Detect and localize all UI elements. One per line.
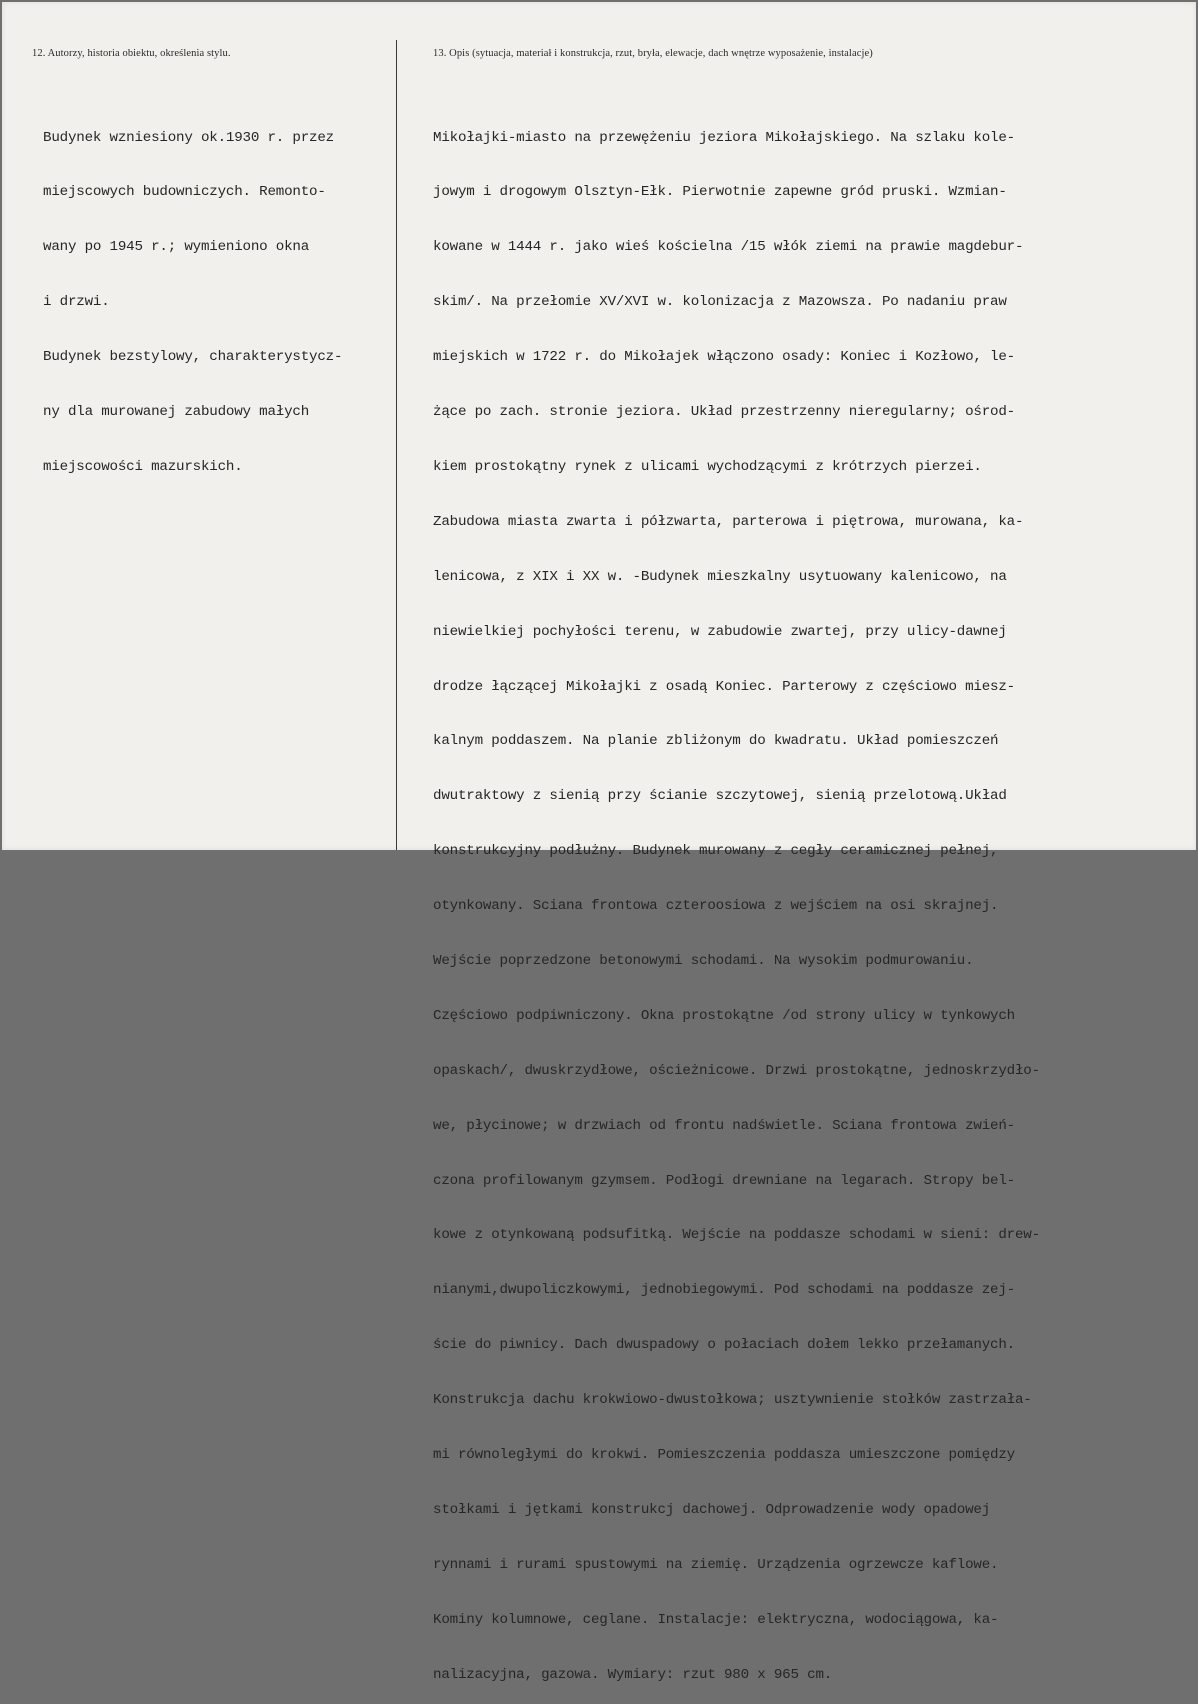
text-line: Mikołajki-miasto na przewężeniu jeziora Mikołajskiego. Na szlaku kole- bbox=[433, 129, 1015, 146]
text-line: we, płycinowe; w drzwiach od frontu nadświetle. Sciana frontowa zwień- bbox=[433, 1117, 1015, 1134]
text-line: Częściowo podpiwniczony. Okna prostokątne /od strony ulicy w tynkowych bbox=[433, 1007, 1015, 1024]
text-line: wany po 1945 r.; wymieniono okna bbox=[43, 239, 310, 256]
text-line: ście do piwnicy. Dach dwuspadowy o połaciach dołem lekko przełamanych. bbox=[433, 1337, 1015, 1354]
text-line: Budynek wzniesiony ok.1930 r. przez bbox=[43, 129, 334, 146]
authors-history-text bbox=[43, 92, 342, 513]
text-line: ny dla murowanej zabudowy małych bbox=[43, 404, 310, 421]
text-line: dwutraktowy z sienią przy ścianie szczytowej, sienią przelotową.Układ bbox=[433, 788, 1007, 805]
text-line: lenicowa, z XIX i XX w. -Budynek mieszkalny usytuowany kalenicowo, na bbox=[433, 568, 1007, 585]
text-line: miejskich w 1722 r. do Mikołajek włączono osady: Koniec i Kozłowo, le- bbox=[433, 349, 1015, 366]
description-header: 13. Opis (sytuacja, materiał i konstrukcja, rzut, bryła, elewacje, dach wnętrze wyposażenie, instalacje) bbox=[433, 48, 873, 59]
text-line: drodze łączącej Mikołajki z osadą Koniec. Parterowy z częściowo miesz- bbox=[433, 678, 1015, 695]
text-line: Budynek bezstylowy, charakterystycz- bbox=[43, 349, 343, 366]
text-line: otynkowany. Sciana frontowa czteroosiowa z wejściem na osi skrajnej. bbox=[433, 898, 999, 915]
text-line: Wejście poprzedzone betonowymi schodami. Na wysokim podmurowaniu. bbox=[433, 952, 974, 969]
text-line: Zabudowa miasta zwarta i półzwarta, parterowa i piętrowa, murowana, ka- bbox=[433, 513, 1024, 530]
text-line: nalizacyjna, gazowa. Wymiary: rzut 980 x 965 cm. bbox=[433, 1666, 833, 1683]
text-line: miejscowych budowniczych. Remonto- bbox=[43, 184, 326, 201]
text-line: żące po zach. stronie jeziora. Układ przestrzenny nieregularny; ośrod- bbox=[433, 404, 1015, 421]
inventory-card bbox=[2, 2, 1196, 1683]
text-line: opaskach/, dwuskrzydłowe, ościeżnicowe. Drzwi prostokątne, jednoskrzydło- bbox=[433, 1062, 1040, 1079]
text-line: kowe z otynkowaną podsufitką. Wejście na poddasze schodami w sieni: drew- bbox=[433, 1227, 1040, 1244]
text-line: jowym i drogowym Olsztyn-Ełk. Pierwotnie zapewne gród pruski. Wzmian- bbox=[433, 184, 1007, 201]
text-line: kalnym poddaszem. Na planie zbliżonym do kwadratu. Układ pomieszczeń bbox=[433, 733, 999, 750]
column-divider bbox=[396, 40, 397, 850]
text-line: miejscowości mazurskich. bbox=[43, 458, 243, 475]
text-line: kowane w 1444 r. jako wieś kościelna /15 włók ziemi na prawie magdebur- bbox=[433, 239, 1024, 256]
text-line: niewielkiej pochyłości terenu, w zabudowie zwartej, przy ulicy-dawnej bbox=[433, 623, 1007, 640]
text-line: skim/. Na przełomie XV/XVI w. kolonizacja z Mazowsza. Po nadaniu praw bbox=[433, 294, 1007, 311]
text-line: mi równoległymi do krokwi. Pomieszczenia poddasza umieszczone pomiędzy bbox=[433, 1446, 1015, 1463]
text-line: i drzwi. bbox=[43, 294, 110, 311]
description-text bbox=[433, 92, 1040, 1704]
text-line: rynnami i rurami spustowymi na ziemię. Urządzenia ogrzewcze kaflowe. bbox=[433, 1556, 999, 1573]
text-line: konstrukcyjny podłużny. Budynek murowany z cegły ceramicznej pełnej, bbox=[433, 843, 999, 860]
text-line: kiem prostokątny rynek z ulicami wychodzącymi z krótrzych pierzei. bbox=[433, 458, 982, 475]
text-line: stołkami i jętkami konstrukcj dachowej. Odprowadzenie wody opadowej bbox=[433, 1501, 991, 1518]
text-line: nianymi,dwupoliczkowymi, jednobiegowymi. Pod schodami na poddasze zej- bbox=[433, 1282, 1015, 1299]
authors-history-header: 12. Autorzy, historia obiektu, określenia stylu. bbox=[32, 48, 231, 59]
text-line: czona profilowanym gzymsem. Podłogi drewniane na legarach. Stropy bel- bbox=[433, 1172, 1015, 1189]
text-line: Kominy kolumnowe, ceglane. Instalacje: elektryczna, wodociągowa, ka- bbox=[433, 1611, 999, 1628]
text-line: Konstrukcja dachu krokwiowo-dwustołkowa; usztywnienie stołków zastrzała- bbox=[433, 1392, 1032, 1409]
